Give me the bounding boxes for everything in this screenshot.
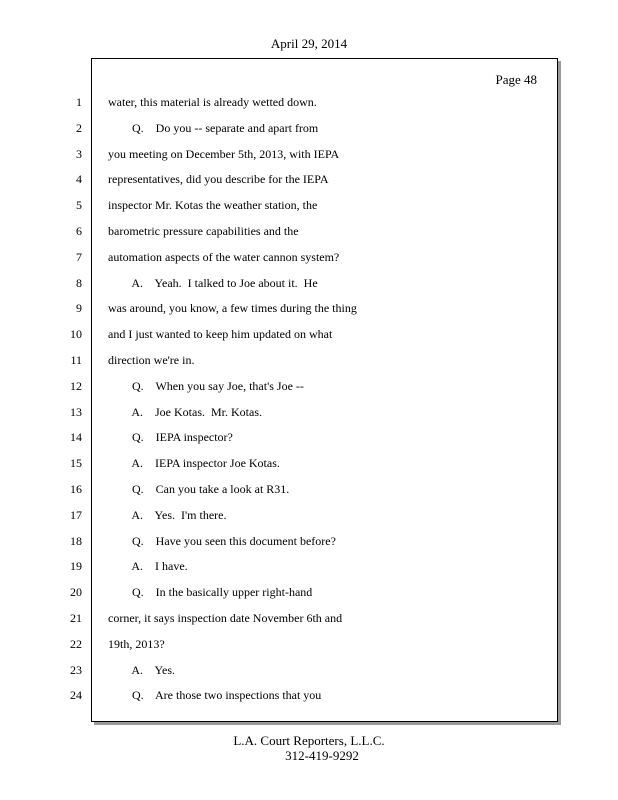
line-number: 8 bbox=[76, 276, 82, 290]
transcript-line: Q. Do you -- separate and apart from bbox=[108, 121, 319, 135]
header-date: April 29, 2014 bbox=[270, 36, 348, 51]
transcript-line: was around, you know, a few times during the thing bbox=[108, 301, 357, 315]
line-number: 23 bbox=[70, 663, 82, 677]
transcript-line: A. Yeah. I talked to Joe about it. He bbox=[108, 276, 318, 290]
transcript-line: direction we're in. bbox=[108, 353, 195, 367]
transcript-line: inspector Mr. Kotas the weather station, the bbox=[108, 198, 318, 212]
transcript-line: Q. When you say Joe, that's Joe -- bbox=[108, 379, 304, 393]
transcript-line: water, this material is already wetted down. bbox=[108, 95, 317, 109]
line-number: 1 bbox=[76, 95, 82, 109]
line-number: 24 bbox=[70, 688, 82, 702]
line-number: 3 bbox=[76, 147, 82, 161]
line-number: 12 bbox=[70, 379, 82, 393]
page-number: Page 48 bbox=[495, 72, 537, 87]
transcript-line: A. Yes. I'm there. bbox=[108, 508, 227, 522]
line-number: 16 bbox=[70, 482, 82, 496]
transcript-line: Q. In the basically upper right-hand bbox=[108, 585, 313, 599]
transcript-line: you meeting on December 5th, 2013, with IEPA bbox=[108, 147, 340, 161]
transcript-line: A. IEPA inspector Joe Kotas. bbox=[108, 456, 280, 470]
transcript-line: A. I have. bbox=[108, 559, 188, 573]
transcript-line: corner, it says inspection date November 6th and bbox=[108, 611, 343, 625]
line-number: 17 bbox=[70, 508, 82, 522]
line-number: 21 bbox=[70, 611, 82, 625]
transcript-line: Q. Are those two inspections that you bbox=[108, 688, 322, 702]
line-number: 2 bbox=[76, 121, 82, 135]
transcript-line: Q. Can you take a look at R31. bbox=[108, 482, 290, 496]
transcript-line: Q. IEPA inspector? bbox=[108, 430, 233, 444]
line-number: 14 bbox=[70, 430, 82, 444]
transcript-line: 19th, 2013? bbox=[108, 637, 165, 651]
line-number: 13 bbox=[70, 405, 82, 419]
line-number: 10 bbox=[70, 327, 82, 341]
line-number: 11 bbox=[70, 353, 82, 367]
transcript-line: barometric pressure capabilities and the bbox=[108, 224, 299, 238]
line-number: 4 bbox=[76, 172, 82, 186]
line-number: 9 bbox=[76, 301, 82, 315]
transcript-line: automation aspects of the water cannon system? bbox=[108, 250, 340, 264]
line-number: 15 bbox=[70, 456, 82, 470]
transcript-line: Q. Have you seen this document before? bbox=[108, 534, 336, 548]
transcript-line: representatives, did you describe for the IEPA bbox=[108, 172, 329, 186]
footer-company: L.A. Court Reporters, L.L.C. bbox=[233, 733, 385, 748]
line-number: 19 bbox=[70, 559, 82, 573]
transcript-line: A. Yes. bbox=[108, 663, 176, 677]
transcript-line: and I just wanted to keep him updated on what bbox=[108, 327, 333, 341]
line-number: 18 bbox=[70, 534, 82, 548]
line-number: 20 bbox=[70, 585, 82, 599]
footer-phone: 312-419-9292 bbox=[285, 748, 359, 763]
line-number: 6 bbox=[76, 224, 82, 238]
line-number: 5 bbox=[76, 198, 82, 212]
line-number: 7 bbox=[76, 250, 82, 264]
transcript-line: A. Joe Kotas. Mr. Kotas. bbox=[108, 405, 262, 419]
line-number: 22 bbox=[70, 637, 82, 651]
